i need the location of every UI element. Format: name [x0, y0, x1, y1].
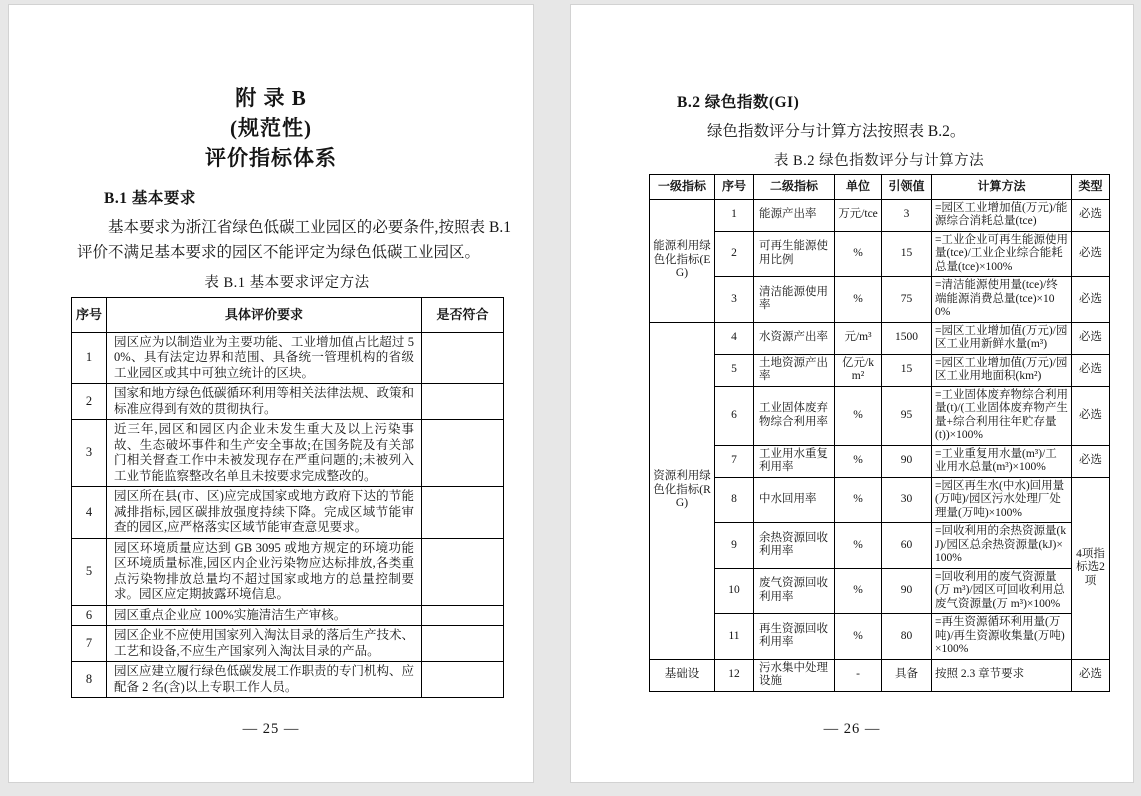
compliance-cell	[422, 384, 504, 420]
compliance-cell	[422, 538, 504, 605]
method-cell: =园区工业增加值(万元)/能源综合消耗总量(tce)	[932, 199, 1072, 231]
method-cell: =回收利用的余热资源量(kJ)/园区总余热资源量(kJ)×100%	[932, 523, 1072, 569]
method-cell: =工业重复用水量(m³)/工业用水总量(m³)×100%	[932, 445, 1072, 477]
target-cell: 95	[882, 386, 932, 445]
table-row	[72, 487, 504, 539]
table-row	[650, 568, 1110, 614]
group-cell-rg: 资源利用绿色化指标(RG)	[650, 322, 715, 659]
requirement-cell: 园区所在县(市、区)应完成国家或地方政府下达的节能减排指标,园区碳排放强度持续下降。完成区域节能审查的园区,应严格落实区域节能审查意见要求。	[107, 487, 422, 539]
unit-cell: %	[835, 477, 882, 523]
unit-cell: 元/m³	[835, 322, 882, 354]
document-page-left	[8, 4, 534, 783]
indicator-cell: 清洁能源使用率	[754, 277, 835, 323]
col-header-compliance: 是否符合	[422, 298, 504, 333]
compliance-cell	[422, 487, 504, 539]
indicator-cell: 废气资源回收利用率	[754, 568, 835, 614]
indicator-cell: 污水集中处理设施	[754, 659, 835, 691]
col-header-seq: 序号	[72, 298, 107, 333]
table-b2-caption: 表 B.2 绿色指数评分与计算方法	[773, 153, 985, 169]
target-cell: 15	[882, 231, 932, 277]
row-number-cell: 3	[715, 277, 754, 323]
section-b1-intro-paragraph: 基本要求为浙江省绿色低碳工业园区的必要条件,按照表 B.1 评价不满足基本要求的园区不能评定为绿色低碳工业园区。	[77, 219, 511, 261]
method-cell: =工业企业可再生能源使用量(tce)/工业企业综合能耗总量(tce)×100%	[932, 231, 1072, 277]
type-cell: 必选	[1072, 277, 1110, 323]
table-row	[72, 384, 504, 420]
table-row	[650, 614, 1110, 660]
unit-cell: %	[835, 231, 882, 277]
section-b2-intro-paragraph: 绿色指数评分与计算方法按照表 B.2。	[707, 123, 966, 140]
col-header-level2: 二级指标	[754, 175, 835, 200]
indicator-cell: 工业固体废弃物综合利用率	[754, 386, 835, 445]
indicator-cell: 工业用水重复利用率	[754, 445, 835, 477]
indicator-cell: 可再生能源使用比例	[754, 231, 835, 277]
target-cell: 60	[882, 523, 932, 569]
target-cell: 80	[882, 614, 932, 660]
table-row	[650, 659, 1110, 691]
unit-cell: %	[835, 445, 882, 477]
page-number-left: — 25 —	[242, 721, 300, 737]
requirement-cell: 园区环境质量应达到 GB 3095 或地方规定的环境功能区环境质量标准,园区内企业污染物应达标排放,各类重点污染物排放总量均不超过国家或地方的总量控制要求。园区应定期披露环境信息。	[107, 538, 422, 605]
row-number-cell: 4	[72, 487, 107, 539]
table-b2-header-row	[650, 175, 1110, 200]
col-header-type: 类型	[1072, 175, 1110, 200]
appendix-title-line-1: 附 录 B	[235, 86, 307, 110]
table-row	[650, 445, 1110, 477]
method-cell: =园区再生水(中水)回用量(万吨)/园区污水处理厂处理量(万吨)×100%	[932, 477, 1072, 523]
col-header-level1: 一级指标	[650, 175, 715, 200]
unit-cell: %	[835, 523, 882, 569]
row-number-cell: 10	[715, 568, 754, 614]
unit-cell: 万元/tce	[835, 199, 882, 231]
row-number-cell: 5	[715, 354, 754, 386]
indicator-cell: 余热资源回收利用率	[754, 523, 835, 569]
unit-cell: %	[835, 277, 882, 323]
document-page-right	[570, 4, 1134, 783]
unit-cell: -	[835, 659, 882, 691]
compliance-cell	[422, 420, 504, 487]
appendix-title-line-3: 评价指标体系	[205, 146, 337, 170]
table-row	[650, 277, 1110, 323]
table-b1-header-row	[72, 298, 504, 333]
target-cell: 90	[882, 445, 932, 477]
target-cell: 1500	[882, 322, 932, 354]
target-cell: 具备	[882, 659, 932, 691]
unit-cell: %	[835, 614, 882, 660]
type-merged-cell: 4项指标选2项	[1072, 477, 1110, 659]
row-number-cell: 1	[72, 332, 107, 384]
compliance-cell	[422, 332, 504, 384]
row-number-cell: 7	[72, 626, 107, 662]
table-row	[72, 332, 504, 384]
table-row	[650, 322, 1110, 354]
table-row	[72, 626, 504, 662]
table-row	[650, 231, 1110, 277]
type-cell: 必选	[1072, 354, 1110, 386]
type-cell: 必选	[1072, 322, 1110, 354]
appendix-title-line-2: (规范性)	[230, 116, 312, 140]
indicator-cell: 水资源产出率	[754, 322, 835, 354]
row-number-cell: 11	[715, 614, 754, 660]
method-cell: =回收利用的废气资源量(万 m³)/园区可回收利用总废气资源量(万 m³)×100%	[932, 568, 1072, 614]
row-number-cell: 2	[72, 384, 107, 420]
table-row	[72, 662, 504, 698]
unit-cell: %	[835, 386, 882, 445]
compliance-cell	[422, 626, 504, 662]
indicator-cell: 能源产出率	[754, 199, 835, 231]
row-number-cell: 6	[72, 605, 107, 626]
table-b1	[71, 297, 504, 698]
requirement-cell: 园区企业不应使用国家列入淘汰目录的落后生产技术、工艺和设备,不应生产国家列入淘汰目录的产品。	[107, 626, 422, 662]
indicator-cell: 土地资源产出率	[754, 354, 835, 386]
method-cell: =工业固体废弃物综合利用量(t)/(工业固体废弃物产生量+综合利用往年贮存量(t))×100%	[932, 386, 1072, 445]
requirement-cell: 国家和地方绿色低碳循环利用等相关法律法规、政策和标准应得到有效的贯彻执行。	[107, 384, 422, 420]
group-cell-infrastructure: 基础设	[650, 659, 715, 691]
table-row	[650, 354, 1110, 386]
appendix-title	[9, 83, 533, 173]
table-row	[650, 386, 1110, 445]
row-number-cell: 6	[715, 386, 754, 445]
requirement-cell: 园区应为以制造业为主要功能、工业增加值占比超过 50%、具有法定边界和范围、具备统一管理机构的省级工业园区或其中可独立统计的区块。	[107, 332, 422, 384]
compliance-cell	[422, 605, 504, 626]
target-cell: 90	[882, 568, 932, 614]
type-cell: 必选	[1072, 386, 1110, 445]
page-number-right: — 26 —	[823, 721, 881, 737]
table-row	[650, 199, 1110, 231]
requirement-cell: 近三年,园区和园区内企业未发生重大及以上污染事故、生态破坏事件和生产安全事故;在国务院及有关部门相关督查工作中未被发现存在严重问题的;未被列入工业节能监察整改名单且未按要求完成整改的。	[107, 420, 422, 487]
method-cell: =园区工业增加值(万元)/园区工业用地面积(km²)	[932, 354, 1072, 386]
col-header-method: 计算方法	[932, 175, 1072, 200]
table-row	[72, 420, 504, 487]
method-cell: 按照 2.3 章节要求	[932, 659, 1072, 691]
row-number-cell: 12	[715, 659, 754, 691]
target-cell: 15	[882, 354, 932, 386]
group-cell-eg: 能源利用绿色化指标(EG)	[650, 199, 715, 322]
method-cell: =园区工业增加值(万元)/园区工业用新鲜水量(m³)	[932, 322, 1072, 354]
col-header-seq: 序号	[715, 175, 754, 200]
method-cell: =清洁能源使用量(tce)/终端能源消费总量(tce)×100%	[932, 277, 1072, 323]
type-cell: 必选	[1072, 199, 1110, 231]
row-number-cell: 7	[715, 445, 754, 477]
col-header-unit: 单位	[835, 175, 882, 200]
row-number-cell: 8	[72, 662, 107, 698]
table-row	[650, 523, 1110, 569]
indicator-cell: 中水回用率	[754, 477, 835, 523]
target-cell: 3	[882, 199, 932, 231]
col-header-requirement: 具体评价要求	[107, 298, 422, 333]
row-number-cell: 1	[715, 199, 754, 231]
requirement-cell: 园区应建立履行绿色低碳发展工作职责的专门机构、应配备 2 名(含)以上专职工作人员。	[107, 662, 422, 698]
indicator-cell: 再生资源回收利用率	[754, 614, 835, 660]
target-cell: 30	[882, 477, 932, 523]
row-number-cell: 9	[715, 523, 754, 569]
target-cell: 75	[882, 277, 932, 323]
unit-cell: 亿元/km²	[835, 354, 882, 386]
row-number-cell: 4	[715, 322, 754, 354]
table-b2	[649, 174, 1110, 692]
row-number-cell: 3	[72, 420, 107, 487]
section-heading-b1: B.1 基本要求	[104, 190, 196, 207]
table-row	[72, 538, 504, 605]
type-cell: 必选	[1072, 231, 1110, 277]
table-b1-caption: 表 B.1 基本要求评定方法	[204, 275, 370, 291]
unit-cell: %	[835, 568, 882, 614]
compliance-cell	[422, 662, 504, 698]
type-cell: 必选	[1072, 445, 1110, 477]
section-heading-b2: B.2 绿色指数(GI)	[677, 94, 800, 111]
row-number-cell: 2	[715, 231, 754, 277]
requirement-cell: 园区重点企业应 100%实施清洁生产审核。	[107, 605, 422, 626]
table-row	[72, 605, 504, 626]
method-cell: =再生资源循环利用量(万吨)/再生资源收集量(万吨)×100%	[932, 614, 1072, 660]
table-row	[650, 477, 1110, 523]
type-cell: 必选	[1072, 659, 1110, 691]
col-header-target: 引领值	[882, 175, 932, 200]
row-number-cell: 8	[715, 477, 754, 523]
row-number-cell: 5	[72, 538, 107, 605]
